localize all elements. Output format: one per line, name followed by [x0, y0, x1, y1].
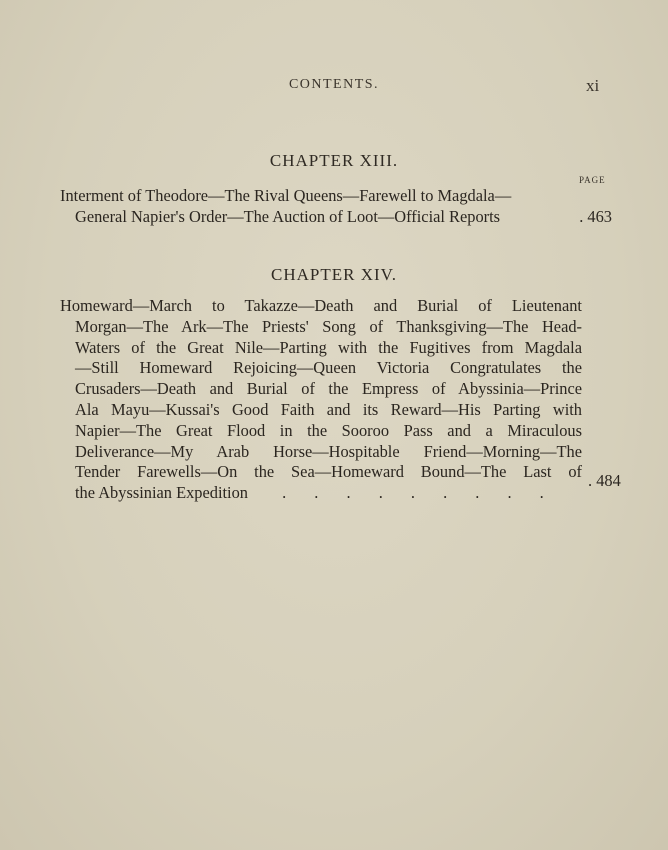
entry-line: —Still Homeward Rejoicing—Queen Victoria Congratulates the: [75, 358, 582, 378]
entry-line: Tender Farewells—On the Sea—Homeward Bound—The Last of: [75, 462, 582, 482]
entry-line-text: General Napier's Order—The Auction of Loot—Official Reports: [75, 206, 501, 226]
entry-line: Crusaders—Death and Burial of the Empress of Abyssinia—Prince: [75, 379, 582, 399]
chapter-heading: CHAPTER XIV.: [271, 265, 397, 284]
page-column-label: PAGE: [579, 175, 606, 185]
dot-leaders: . . . . . . . . .: [282, 483, 556, 503]
entry-line: [60, 483, 582, 504]
page-number: xi: [586, 76, 600, 95]
toc-entry: [60, 186, 612, 228]
toc-entry: [60, 296, 582, 504]
entry-line: Waters of the Great Nile—Parting with the Fugitives from Magdala: [75, 337, 582, 357]
entry-line: [60, 207, 612, 228]
entry-line: Morgan—The Ark—The Priests' Song of Thanksgiving—The Head-: [75, 316, 582, 336]
entry-line: Deliverance—My Arab Horse—Hospitable Friend—Morning—The: [75, 441, 582, 461]
entry-line: Homeward—March to Takazze—Death and Burial of Lieutenant: [60, 296, 582, 315]
entry-line: Interment of Theodore—The Rival Queens—Farewell to Magdala—: [60, 186, 512, 205]
entry-page-number: . 484: [588, 471, 621, 490]
entry-line: Napier—The Great Flood in the Sooroo Pass and a Miraculous: [75, 420, 582, 440]
chapter-heading: CHAPTER XIII.: [269, 151, 399, 170]
entry-page-number: . 463: [579, 206, 612, 226]
entry-line: Ala Mayu—Kussai's Good Faith and its Reward—His Parting with: [75, 399, 582, 419]
running-head: CONTENTS.: [288, 77, 380, 92]
entry-line-text: the Abyssinian Expedition: [75, 483, 248, 503]
